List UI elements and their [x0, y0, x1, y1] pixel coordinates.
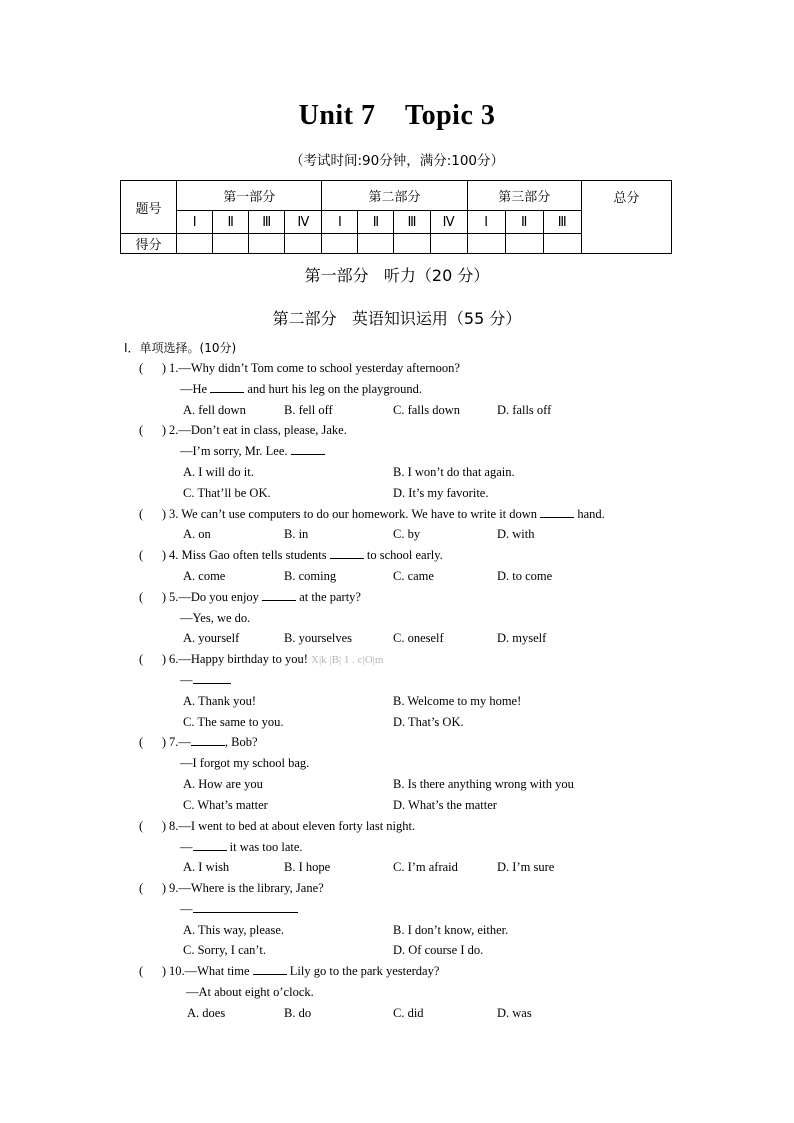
option-a[interactable]: A. I will do it. [183, 465, 254, 479]
option-d[interactable]: D. to come [497, 569, 553, 583]
reply-text: — [180, 840, 193, 854]
question-stem: 3. We can’t use computers to do our homework. We have to write it down [169, 507, 538, 521]
question-stem: 4. Miss Gao often tells students [169, 548, 327, 562]
question-10 [139, 963, 439, 979]
score-cell[interactable] [285, 234, 322, 254]
option-a[interactable]: A. I wish [183, 860, 230, 874]
question-stem: 1.—Why didn’t Tom come to school yesterday afternoon? [169, 361, 460, 375]
score-cell[interactable] [358, 234, 394, 254]
option-b[interactable]: B. I don’t know, either. [393, 923, 509, 937]
answer-blank[interactable] [540, 506, 574, 518]
sub-header: Ⅲ [543, 211, 581, 234]
option-a[interactable]: A. does [187, 1006, 226, 1020]
answer-paren[interactable]: ( ) [139, 361, 167, 375]
option-b[interactable]: B. in [284, 527, 309, 541]
option-c[interactable]: C. came [393, 569, 434, 583]
option-b[interactable]: B. do [284, 1006, 312, 1020]
question-1-reply [180, 381, 422, 397]
score-label: 得分 [121, 234, 177, 254]
answer-blank[interactable] [210, 381, 244, 393]
question-9 [139, 880, 324, 896]
option-a[interactable]: A. fell down [183, 403, 246, 417]
option-c[interactable]: C. I’m afraid [393, 860, 458, 874]
question-6 [139, 651, 383, 668]
option-b[interactable]: B. coming [284, 569, 337, 583]
sub-header: Ⅱ [358, 211, 394, 234]
option-d[interactable]: D. myself [497, 631, 547, 645]
answer-blank[interactable] [330, 547, 364, 559]
part2-header: 第二部分 [322, 181, 467, 211]
option-d[interactable]: D. It’s my favorite. [393, 486, 489, 500]
option-c[interactable]: C. That’ll be OK. [183, 486, 271, 500]
option-a[interactable]: A. Thank you! [183, 694, 257, 708]
answer-paren[interactable]: ( ) [139, 423, 167, 437]
question-5 [139, 589, 361, 605]
part1-heading: 第一部分 听力（20 分） [304, 266, 490, 285]
option-c[interactable]: C. by [393, 527, 421, 541]
sub-header: Ⅱ [505, 211, 543, 234]
option-c[interactable]: C. What’s matter [183, 798, 268, 812]
option-b[interactable]: B. I hope [284, 860, 331, 874]
answer-paren[interactable]: ( ) [139, 964, 167, 978]
question-stem: 2.—Don’t eat in class, please, Jake. [169, 423, 347, 437]
option-b[interactable]: B. I won’t do that again. [393, 465, 515, 479]
sub-header: Ⅲ [249, 211, 285, 234]
reply-text: — [180, 902, 193, 916]
answer-blank[interactable] [191, 734, 225, 746]
reply-text: —I’m sorry, Mr. Lee. [180, 444, 288, 458]
score-cell[interactable] [394, 234, 430, 254]
question-stem: at the party? [299, 590, 361, 604]
score-cell[interactable] [213, 234, 249, 254]
question-stem: 7.— [169, 735, 191, 749]
question-9-reply [180, 901, 298, 917]
option-a[interactable]: A. This way, please. [183, 923, 285, 937]
option-c[interactable]: C. oneself [393, 631, 444, 645]
score-cell[interactable] [430, 234, 467, 254]
answer-blank[interactable] [193, 672, 231, 684]
score-cell[interactable] [467, 234, 505, 254]
question-2 [139, 422, 347, 438]
question-3 [139, 506, 605, 522]
option-c[interactable]: C. Sorry, I can’t. [183, 943, 266, 957]
option-d[interactable]: D. Of course I do. [393, 943, 484, 957]
question-stem: hand. [577, 507, 605, 521]
question-stem: to school early. [366, 548, 443, 562]
reply-text: —Yes, we do. [180, 611, 251, 625]
reply-text: —He [180, 382, 208, 396]
option-b[interactable]: B. Is there anything wrong with you [393, 777, 574, 791]
score-cell[interactable] [543, 234, 581, 254]
question-stem: 8.—I went to bed at about eleven forty last night. [169, 819, 416, 833]
score-table [120, 180, 672, 254]
question-stem: 5.—Do you enjoy [169, 590, 259, 604]
question-stem: 9.—Where is the library, Jane? [169, 881, 324, 895]
reply-text: —At about eight o’clock. [186, 985, 314, 999]
question-2-reply [180, 443, 325, 459]
reply-text: and hurt his leg on the playground. [247, 382, 422, 396]
sub-header: Ⅳ [430, 211, 467, 234]
option-b[interactable]: B. Welcome to my home! [393, 694, 522, 708]
answer-blank[interactable] [262, 589, 296, 601]
sub-header: Ⅰ [322, 211, 358, 234]
reply-text: —I forgot my school bag. [180, 756, 310, 770]
option-c[interactable]: C. The same to you. [183, 715, 284, 729]
answer-blank[interactable] [193, 901, 298, 913]
option-d[interactable]: D. was [497, 1006, 532, 1020]
answer-paren[interactable]: ( ) [139, 819, 167, 833]
question-8-reply [180, 839, 303, 855]
option-c[interactable]: C. did [393, 1006, 424, 1020]
option-d[interactable]: D. falls off [497, 403, 552, 417]
question-7 [139, 734, 258, 750]
answer-blank[interactable] [193, 839, 227, 851]
option-d[interactable]: D. What’s the matter [393, 798, 497, 812]
answer-blank[interactable] [291, 443, 325, 455]
question-number-label: 题号 [121, 181, 177, 234]
total-header: 总分 [581, 181, 671, 254]
reply-text: — [180, 673, 193, 687]
option-d[interactable]: D. That’s OK. [393, 715, 464, 729]
option-c[interactable]: C. falls down [393, 403, 461, 417]
part1-header: 第一部分 [177, 181, 322, 211]
option-a[interactable]: A. yourself [183, 631, 240, 645]
option-d[interactable]: D. I’m sure [497, 860, 555, 874]
sub-header: Ⅲ [394, 211, 430, 234]
option-d[interactable]: D. with [497, 527, 535, 541]
answer-paren[interactable]: ( ) [139, 507, 167, 521]
option-a[interactable]: A. on [183, 527, 211, 541]
score-cell[interactable] [249, 234, 285, 254]
sub-header: Ⅳ [285, 211, 322, 234]
sub-header: Ⅱ [213, 211, 249, 234]
score-cell[interactable] [322, 234, 358, 254]
answer-paren[interactable]: ( ) [139, 590, 167, 604]
option-a[interactable]: A. How are you [183, 777, 263, 791]
question-stem: Lily go to the park yesterday? [289, 964, 440, 978]
answer-paren[interactable]: ( ) [139, 735, 167, 749]
option-a[interactable]: A. come [183, 569, 226, 583]
exam-info: （考试时间:90分钟，满分:100分） [289, 153, 505, 169]
question-4 [139, 547, 443, 563]
question-stem: 6.—Happy birthday to you! [169, 652, 308, 666]
part2-heading: 第二部分 英语知识运用（55 分） [272, 309, 522, 328]
answer-blank[interactable] [253, 963, 287, 975]
watermark: X|k |B| 1 . c|O|m [311, 654, 384, 666]
answer-paren[interactable]: ( ) [139, 881, 167, 895]
sub-header: Ⅰ [177, 211, 213, 234]
option-b[interactable]: B. yourselves [284, 631, 353, 645]
score-cell[interactable] [177, 234, 213, 254]
question-1 [139, 360, 460, 376]
score-cell[interactable] [505, 234, 543, 254]
section-heading: Ⅰ．单项选择。(10分) [124, 341, 237, 355]
answer-paren[interactable]: ( ) [139, 548, 167, 562]
question-stem: 10.—What time [169, 964, 250, 978]
page-title: Unit 7 Topic 3 [298, 100, 496, 131]
part3-header: 第三部分 [467, 181, 581, 211]
question-8 [139, 818, 415, 834]
sub-header: Ⅰ [467, 211, 505, 234]
question-6-reply [180, 672, 231, 688]
option-b[interactable]: B. fell off [284, 403, 333, 417]
reply-text: it was too late. [229, 840, 303, 854]
answer-paren[interactable]: ( ) [139, 652, 167, 666]
question-stem: , Bob? [224, 735, 258, 749]
